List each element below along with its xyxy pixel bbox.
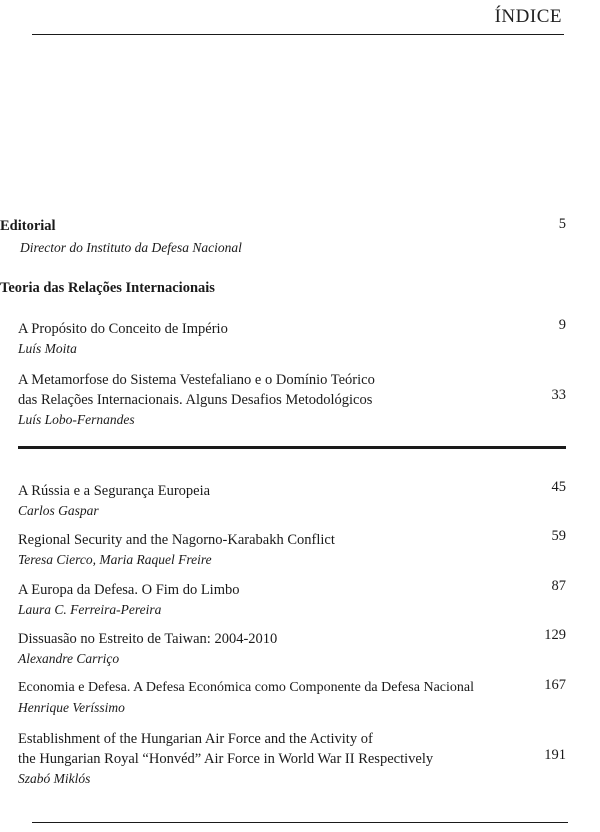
entry-author: Teresa Cierco, Maria Raquel Freire [18,552,212,567]
entry-author: Director do Instituto da Defesa Nacional [20,240,242,255]
entry-title: Economia e Defesa. A Defesa Económica como Componente da Defesa Nacional [18,680,474,695]
entry-author: Laura C. Ferreira-Pereira [18,602,162,617]
entry-title: Regional Security and the Nagorno-Karabakh Conflict [18,532,335,548]
section-heading: Teoria das Relações Internacionais [0,280,215,296]
entry-author: Alexandre Carriço [18,651,120,666]
section-divider [18,446,566,449]
toc-entry [18,629,578,669]
entry-title: Dissuasão no Estreito de Taiwan: 2004-2010 [18,631,278,647]
entry-title: A Propósito do Conceito de Império [18,321,228,337]
toc-entry [18,530,578,570]
header-rule [32,34,564,35]
toc-entry [18,678,578,718]
entry-page-number: 87 [551,578,566,594]
entry-title: A Metamorfose do Sistema Vestefaliano e o Domínio Teórico [18,372,375,388]
entry-title: das Relações Internacionais. Alguns Desafios Metodológicos [18,392,373,408]
entry-author: Szabó Miklós [18,771,91,786]
entry-title: the Hungarian Royal “Honvéd” Air Force in World War II Respectively [18,751,434,767]
toc-entry [18,319,578,359]
toc-entry [18,729,578,789]
entry-page-number: 33 [551,387,566,403]
page-title: ÍNDICE [494,6,562,27]
entry-page-number: 59 [551,528,566,544]
editorial-page-number: 5 [558,216,566,232]
entry-title: A Rússia e a Segurança Europeia [18,483,211,499]
toc-entry [18,481,578,521]
entry-page-number: 9 [558,317,566,333]
entry-author: Luís Moita [18,341,77,356]
footer-rule [32,822,568,823]
toc-entry [18,370,578,430]
entry-page-number: 191 [544,747,566,763]
entry-page-number: 129 [544,627,566,643]
entry-author: Henrique Veríssimo [18,700,125,715]
entry-author: Carlos Gaspar [18,503,99,518]
entry-title: Establishment of the Hungarian Air Force and the Activity of [18,731,373,747]
editorial-entry [20,238,580,258]
entry-page-number: 45 [551,479,566,495]
entry-author: Luís Lobo-Fernandes [18,412,135,427]
entry-title: A Europa da Defesa. O Fim do Limbo [18,582,240,598]
entry-page-number: 167 [544,677,566,693]
editorial-heading: Editorial [0,218,56,234]
toc-entry [18,580,578,620]
